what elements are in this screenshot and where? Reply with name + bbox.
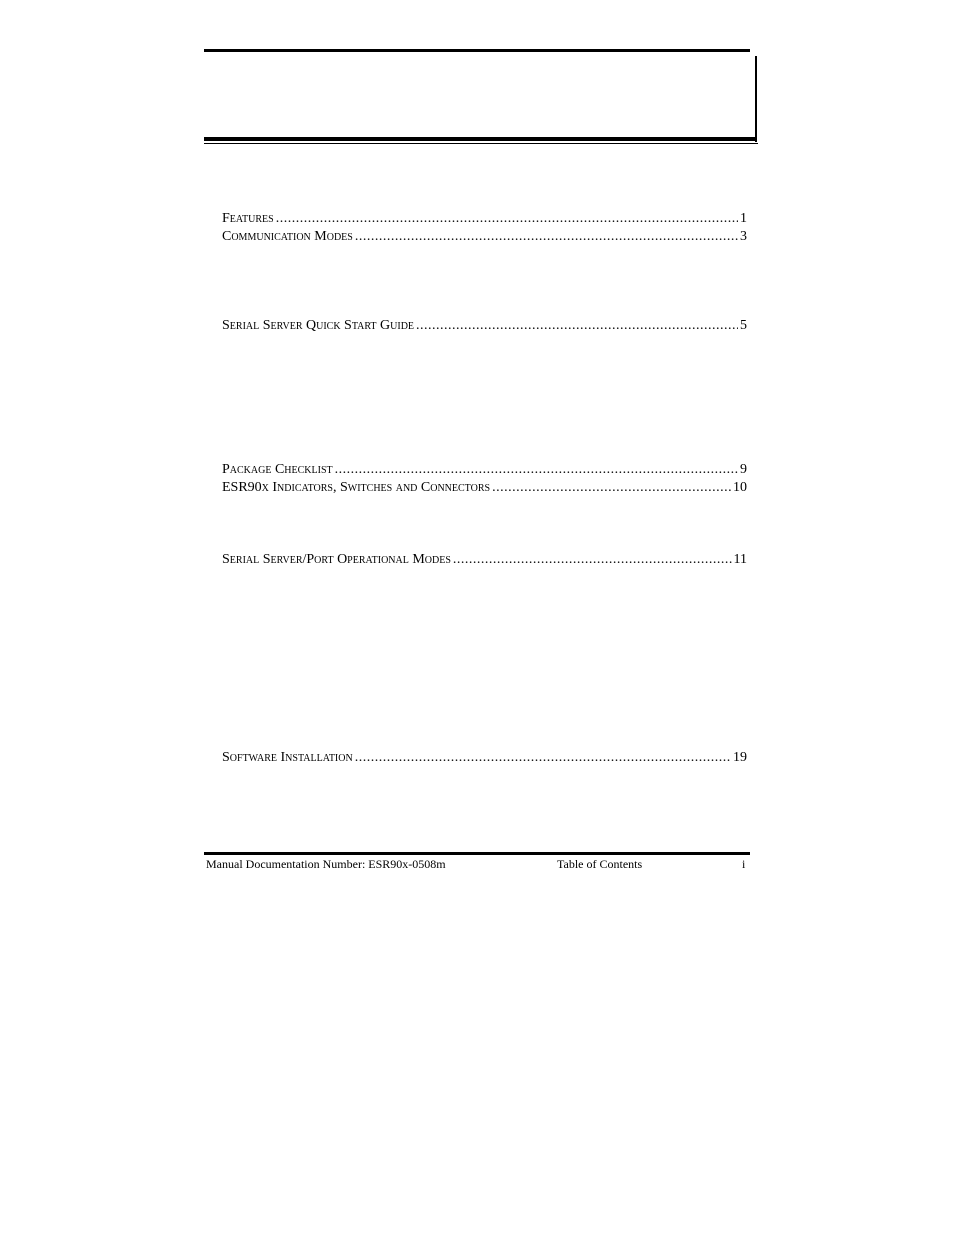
toc-entry-communication-modes[interactable]	[222, 228, 747, 246]
toc-entry-page: 11	[733, 552, 747, 567]
toc-entry-features[interactable]	[222, 210, 747, 228]
toc-dot-leader	[453, 551, 732, 569]
toc-entry-title: Package Checklist	[222, 462, 333, 477]
toc-dot-leader	[416, 317, 738, 335]
header-top-rule	[204, 49, 750, 52]
toc-entry-title: Serial Server Quick Start Guide	[222, 318, 415, 333]
toc-entry-title: Serial Server/Port Operational Modes	[222, 552, 451, 567]
toc-entry-title: Software Installation	[222, 750, 353, 765]
footer-page-number: i	[742, 857, 746, 871]
toc-entry-page: 1	[740, 211, 747, 226]
toc-entry-page: 5	[740, 318, 747, 333]
toc-entry-title: Communication Modes	[222, 229, 353, 244]
toc-entry-quick-start-guide[interactable]	[222, 317, 747, 335]
toc-entry-title: Features	[222, 211, 274, 226]
toc-entry-operational-modes[interactable]	[222, 551, 747, 569]
footer-doc-number: Manual Documentation Number: ESR90x-0508m	[206, 857, 446, 871]
header-bottom-thin-rule	[204, 143, 758, 144]
footer-section-title: Table of Contents	[557, 857, 643, 871]
header-bottom-thick-rule	[204, 137, 756, 141]
toc-dot-leader	[355, 749, 731, 767]
header-right-rule	[755, 56, 757, 142]
footer-rule	[204, 852, 750, 855]
toc-entry-package-checklist[interactable]	[222, 461, 747, 479]
toc-dot-leader	[492, 479, 731, 497]
toc-entry-page: 10	[733, 480, 747, 495]
toc-dot-leader	[276, 210, 738, 228]
toc-entry-page: 19	[733, 750, 747, 765]
toc-entry-page: 3	[740, 229, 747, 244]
toc-entry-indicators-switches-connectors[interactable]	[222, 479, 747, 497]
toc-dot-leader	[335, 461, 738, 479]
toc-entry-title: ESR90x Indicators, Switches and Connectors	[222, 480, 491, 495]
toc-entry-software-installation[interactable]	[222, 749, 747, 767]
toc-dot-leader	[355, 228, 738, 246]
toc-entry-page: 9	[740, 462, 747, 477]
